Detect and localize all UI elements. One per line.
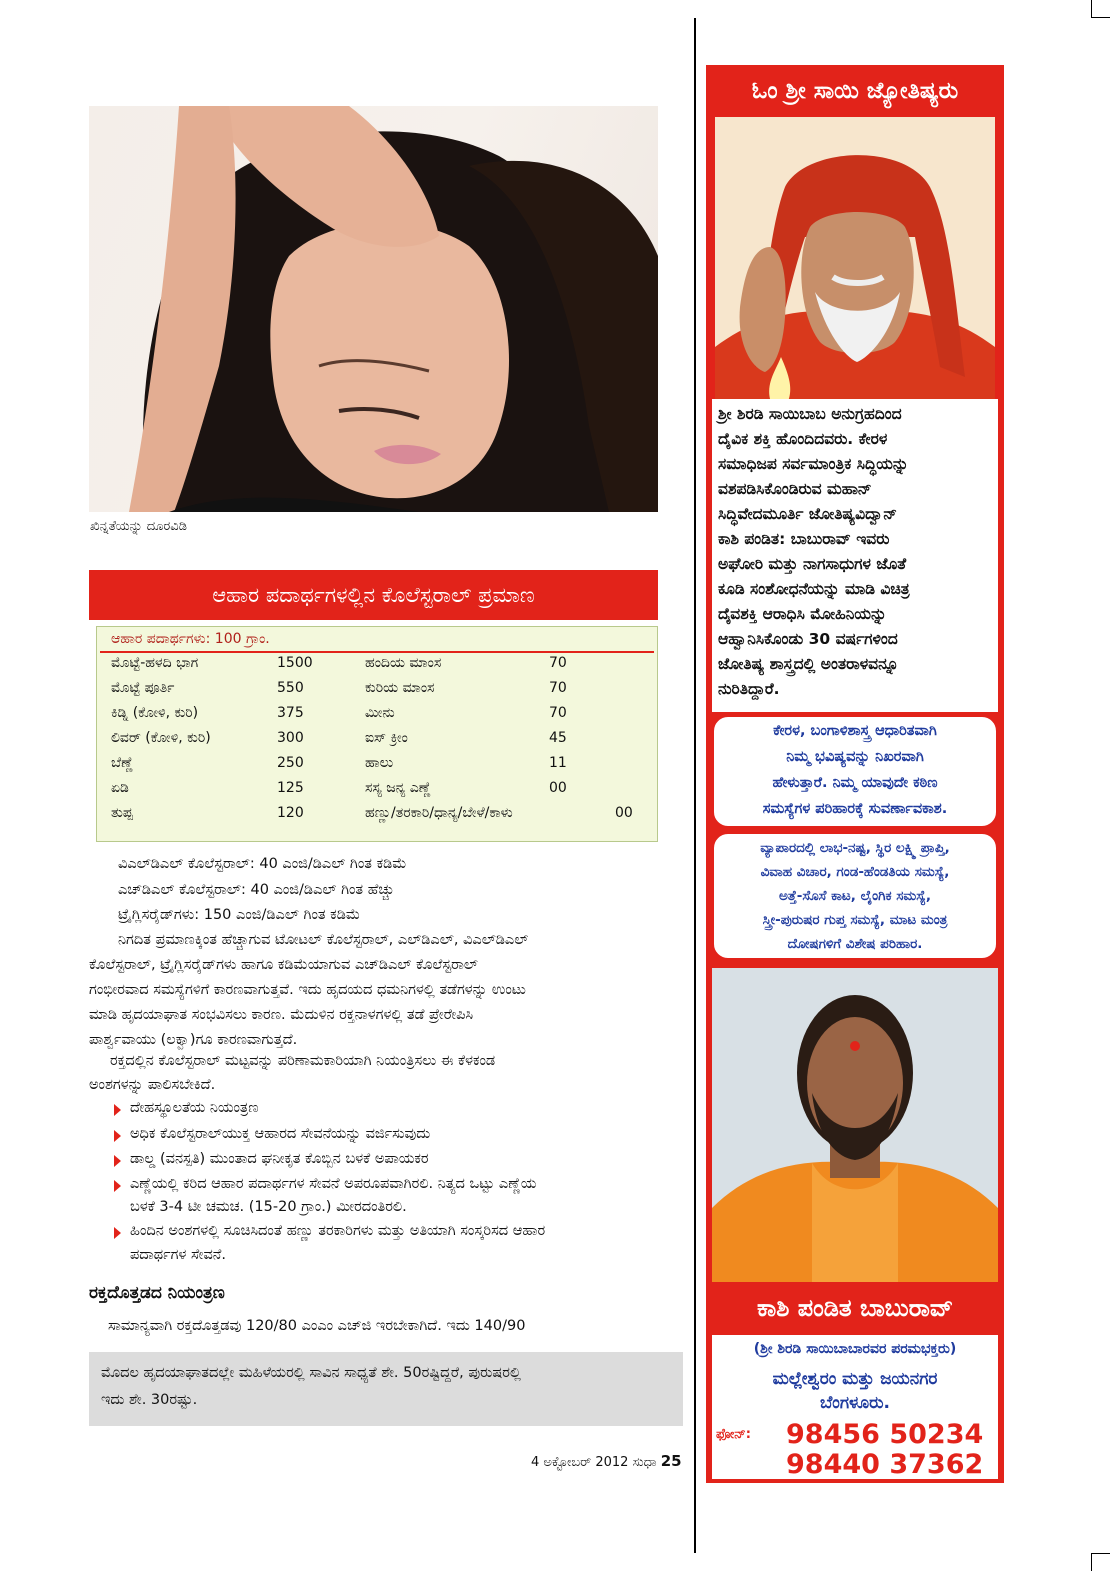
table-row: [97, 726, 657, 751]
astrologer-advert: [706, 65, 1004, 1483]
food-item: ಮೊಟ್ಟೆ ಪೂರ್ತಿ: [111, 680, 175, 696]
food-item: ಏಡಿ: [111, 780, 129, 796]
phone-label: ಫೋನ್:: [716, 1427, 751, 1442]
advert-intro-line: ಆಹ್ವಾನಿಸಿಕೊಂಡು 30 ವರ್ಷಗಳಿಂದ: [718, 630, 898, 648]
food-item: ಸಸ್ಯ ಜನ್ಯ ಎಣ್ಣೆ: [365, 780, 431, 796]
advert-intro-line: ದೈವಶಕ್ತಿ ಆರಾಧಿಸಿ ಮೋಹಿನಿಯನ್ನು: [718, 605, 887, 623]
page-footer: [531, 1452, 682, 1470]
food-value: 550: [277, 680, 304, 696]
bullet-marker: [114, 1155, 121, 1167]
bullet-text: ಹಿಂದಿನ ಅಂಶಗಳಲ್ಲಿ ಸೂಚಿಸಿದಂತೆ ಹಣ್ಣು ತರಕಾರಿಗಳು ಮತ್ತು ಅತಿಯಾಗಿ ಸಂಸ್ಕರಿಸದ ಆಹಾರ: [130, 1223, 546, 1239]
paragraph-line: ನಿಗದಿತ ಪ್ರಮಾಣಕ್ಕಿಂತ ಹೆಚ್ಚಾಗುವ ಟೋಟಲ್ ಕೊಲೆಸ್ಟರಾಲ್, ಎಲ್‌ಡಿಎಲ್, ವಿಎಲ್‌ಡಿಎಲ್: [118, 932, 529, 948]
advert-box-line: ಹೇಳುತ್ತಾರೆ. ನಿಮ್ಮ ಯಾವುದೇ ಕಠಿಣ: [772, 775, 938, 791]
food-item: ತುಪ್ಪ: [111, 805, 133, 821]
advert-intro-line: ಶ್ರೀ ಶಿರಡಿ ಸಾಯಿಬಾಬ ಅನುಗ್ರಹದಿಂದ: [718, 405, 902, 423]
food-value: 375: [277, 705, 304, 721]
advert-intro-line: ವಶಪಡಿಸಿಕೊಂಡಿರುವ ಮಹಾನ್: [718, 480, 872, 498]
food-value: 70: [549, 655, 567, 671]
table-row: [97, 651, 657, 676]
food-value: 1500: [277, 655, 313, 671]
food-value: 300: [277, 730, 304, 746]
devotee-note: (ಶ್ರೀ ಶಿರಡಿ ಸಾಯಿಬಾಬಾರವರ ಪರಮಭಕ್ತರು): [753, 1341, 957, 1357]
sad-woman-photo: [89, 106, 658, 512]
advert-contact: [712, 1335, 998, 1479]
food-value: 250: [277, 755, 304, 771]
advert-box-remedies: [712, 832, 998, 960]
body-line: ಎಚ್‌ಡಿಎಲ್ ಕೊಲೆಸ್ಟರಾಲ್: 40 ಎಂಜಿ/ಡಿಎಲ್ ಗಿಂತ ಹೆಚ್ಚು: [118, 882, 395, 898]
cholesterol-table: [96, 626, 658, 842]
food-value: 120: [277, 805, 304, 821]
paragraph-line: ಅಂಶಗಳನ್ನು ಪಾಲಿಸಬೇಕಿದೆ.: [89, 1077, 216, 1093]
paragraph-line: ಸಾಮಾನ್ಯವಾಗಿ ರಕ್ತದೊತ್ತಡವು 120/80 ಎಂಎಂ ಎಚ್‌ಜಿ ಇರಬೇಕಾಗಿದೆ. ಇದು 140/90: [108, 1318, 526, 1334]
advert-intro-line: ನುರಿತಿದ್ದಾರೆ.: [718, 680, 780, 698]
advert-intro-line: ಜೋತಿಷ್ಯ ಶಾಸ್ತ್ರದಲ್ಲಿ ಅಂತರಾಳವನ್ನೂ: [718, 655, 899, 673]
food-item: ಮೀನು: [365, 705, 395, 721]
food-item: ಐಸ್ ಕ್ರೀಂ: [365, 730, 408, 746]
bullet-marker: [114, 1180, 121, 1192]
food-item: ಹಾಲು: [365, 755, 394, 771]
advert-box-line: ದೋಷಗಳಿಗೆ ವಿಶೇಷ ಪರಿಹಾರ.: [787, 936, 923, 952]
advert-intro-line: ಸಿದ್ಧಿವೇದಮೂರ್ತಿ ಜೋತಿಷ್ಯವಿದ್ವಾನ್: [718, 505, 897, 523]
phone-number[interactable]: 98456 50234: [786, 1419, 984, 1450]
advert-intro-line: ಅಘೋರಿ ಮತ್ತು ನಾಗಸಾಧುಗಳ ಜೊತೆ: [718, 555, 907, 573]
advert-box-line: ಅತ್ತೆ-ಸೊಸೆ ಕಾಟ, ಲೈಂಗಿಕ ಸಮಸ್ಯೆ,: [779, 888, 931, 904]
food-value: 70: [549, 680, 567, 696]
bullet-text: ಪದಾರ್ಥಗಳ ಸೇವನೆ.: [130, 1247, 227, 1263]
table-title: ಆಹಾರ ಪದಾರ್ಥಗಳಲ್ಲಿನ ಕೊಲೆಸ್ಟರಾಲ್ ಪ್ರಮಾಣ: [89, 570, 658, 620]
bullet-text: ಎಣ್ಣೆಯಲ್ಲಿ ಕರಿದ ಆಹಾರ ಪದಾರ್ಥಗಳ ಸೇವನೆ ಅಪರೂಪವಾಗಿರಲಿ. ನಿತ್ಯದ ಒಟ್ಟು ಎಣ್ಣೆಯ: [130, 1176, 537, 1192]
advert-title: ಓಂ ಶ್ರೀ ಸಾಯಿ ಜ್ಯೋತಿಷ್ಯರು: [751, 78, 959, 104]
advert-intro-line: ಕೂಡಿ ಸಂಶೋಧನೆಯನ್ನು ಮಾಡಿ ವಿಚಿತ್ರ: [718, 580, 910, 598]
paragraph-line: ಗಂಭೀರವಾದ ಸಮಸ್ಯೆಗಳಿಗೆ ಕಾರಣವಾಗುತ್ತವೆ. ಇದು ಹೃದಯದ ಧಮನಿಗಳಲ್ಲಿ ತಡೆಗಳನ್ನು ಉಂಟು: [89, 982, 526, 998]
food-item: ಲಿವರ್ (ಕೋಳಿ, ಕುರಿ): [111, 730, 211, 746]
table-header: ಆಹಾರ ಪದಾರ್ಥಗಳು: 100 ಗ್ರಾಂ.: [111, 631, 270, 647]
advert-box-line: ನಿಮ್ಮ ಭವಿಷ್ಯವನ್ನು ನಿಖರವಾಗಿ: [786, 749, 924, 765]
bullet-text: ದೇಹಸ್ಥೂಲತೆಯ ನಿಯಂತ್ರಣ: [130, 1100, 259, 1116]
food-value: 00: [615, 805, 633, 821]
crop-mark: [1092, 17, 1110, 18]
advert-box-line: ಸ್ತ್ರೀ-ಪುರುಷರ ಗುಪ್ತ ಸಮಸ್ಯೆ, ಮಾಟ ಮಂತ್ರ: [762, 912, 948, 928]
advert-intro-line: ಸಮಾಧಿಜಪ ಸರ್ವಮಾಂತ್ರಿಕ ಸಿದ್ಧಿಯನ್ನು: [718, 455, 909, 473]
food-item: ಹಣ್ಣು/ತರಕಾರಿ/ಧಾನ್ಯ/ಬೇಳೆ/ಕಾಳು: [365, 805, 513, 821]
body-line: ಟ್ರೈಗ್ಲಿಸರೈಡ್‌ಗಳು: 150 ಎಂಜಿ/ಡಿಎಲ್ ಗಿಂತ ಕಡಿಮೆ: [118, 907, 361, 923]
advert-box-line: ವ್ಯಾಪಾರದಲ್ಲಿ ಲಾಭ-ನಷ್ಟ, ಸ್ಥಿರ ಲಕ್ಷ್ಮಿ ಪ್ರಾಪ್ತಿ,: [760, 840, 950, 856]
food-item: ಹಂದಿಯ ಮಾಂಸ: [365, 655, 442, 671]
astrologer-name: ಕಾಶಿ ಪಂಡಿತ ಬಾಬುರಾವ್: [756, 1294, 954, 1322]
food-item: ಮೊಟ್ಟೆ-ಹಳದಿ ಭಾಗ: [111, 655, 199, 671]
location-line: ಮಲ್ಲೇಶ್ವರಂ ಮತ್ತು ಜಯನಗರ: [772, 1369, 938, 1389]
food-value: 70: [549, 705, 567, 721]
bullet-marker: [114, 1130, 121, 1142]
highlight-box: [89, 1352, 683, 1426]
food-value: 11: [549, 755, 567, 771]
food-item: ಕಿಡ್ನಿ (ಕೋಳಿ, ಕುರಿ): [111, 705, 199, 721]
advert-box-line: ಸಮಸ್ಯೆಗಳ ಪರಿಹಾರಕ್ಕೆ ಸುವರ್ಣಾವಕಾಶ.: [762, 801, 948, 817]
location-line: ಬೆಂಗಳೂರು.: [820, 1393, 890, 1413]
highlight-line: ಮೊದಲ ಹೃದಯಾಘಾತದಲ್ಲೇ ಮಹಿಳೆಯರಲ್ಲಿ ಸಾವಿನ ಸಾಧ್ಯತೆ ಶೇ. 50ರಷ್ಟಿದ್ದರೆ, ಪುರುಷರಲ್ಲಿ: [101, 1365, 521, 1381]
column-divider: [694, 18, 696, 1553]
advert-box-prediction: [712, 715, 998, 828]
advert-intro-line: ಕಾಶಿ ಪಂಡಿತ: ಬಾಬುರಾವ್ ಇವರು: [718, 530, 890, 548]
photo-caption: ಖಿನ್ನತೆಯನ್ನು ದೂರವಿಡಿ: [90, 519, 187, 534]
bullet-text: ಅಧಿಕ ಕೊಲೆಸ್ಟರಾಲ್‌ಯುಕ್ತ ಆಹಾರದ ಸೇವನೆಯನ್ನು ವರ್ಜಿಸುವುದು: [130, 1126, 431, 1142]
phone-number[interactable]: 98440 37362: [786, 1449, 984, 1480]
bullet-text: ಡಾಲ್ಡ (ವನಸ್ಪತಿ) ಮುಂತಾದ ಘನೀಕೃತ ಕೊಬ್ಬಿನ ಬಳಕೆ ಅಪಾಯಕರ: [130, 1151, 429, 1167]
bullet-text: ಬಳಕೆ 3-4 ಟೀ ಚಮಚ. (15-20 ಗ್ರಾಂ.) ಮೀರದಂತಿರಲಿ.: [130, 1199, 407, 1215]
body-line: ವಿಎಲ್‌ಡಿಎಲ್ ಕೊಲೆಸ್ಟರಾಲ್: 40 ಎಂಜಿ/ಡಿಎಲ್ ಗಿಂತ ಕಡಿಮೆ: [118, 856, 407, 872]
advert-intro-line: ದೈವಿಕ ಶಕ್ತಿ ಹೊಂದಿದವರು. ಕೇರಳ: [718, 430, 888, 448]
issue-date: 4 ಅಕ್ಟೋಬರ್ 2012 ಸುಧಾ: [531, 1455, 657, 1470]
food-value: 125: [277, 780, 304, 796]
table-row: [97, 801, 657, 826]
paragraph-line: ಮಾಡಿ ಹೃದಯಾಘಾತ ಸಂಭವಿಸಲು ಕಾರಣ. ಮೆದುಳಿನ ರಕ್ತನಾಳಗಳಲ್ಲಿ ತಡೆ ಪ್ರೇರೇಪಿಸಿ: [89, 1007, 474, 1023]
food-item: ಕುರಿಯ ಮಾಂಸ: [365, 680, 435, 696]
crop-mark: [1092, 1553, 1110, 1554]
table-row: [97, 776, 657, 801]
astrologer-portrait: [712, 968, 998, 1282]
paragraph-line: ರಕ್ತದಲ್ಲಿನ ಕೊಲೆಸ್ಟರಾಲ್ ಮಟ್ಟವನ್ನು ಪರಿಣಾಮಕಾರಿಯಾಗಿ ನಿಯಂತ್ರಿಸಲು ಈ ಕೆಳಕಂಡ: [110, 1053, 496, 1069]
table-row: [97, 701, 657, 726]
food-value: 00: [549, 780, 567, 796]
crop-mark: [1091, 0, 1092, 18]
table-row: [97, 751, 657, 776]
paragraph-line: ಕೊಲೆಸ್ಟರಾಲ್, ಟ್ರೈಗ್ಲಿಸರೈಡ್‌ಗಳು ಹಾಗೂ ಕಡಿಮೆಯಾಗುವ ಎಚ್‌ಡಿಎಲ್ ಕೊಲೆಸ್ಟರಾಲ್: [89, 957, 478, 973]
bullet-marker: [114, 1104, 121, 1116]
advert-box-line: ವಿವಾಹ ವಿಚಾರ, ಗಂಡ-ಹೆಂಡತಿಯ ಸಮಸ್ಯೆ,: [760, 864, 950, 880]
advert-intro: [712, 399, 998, 712]
food-value: 45: [549, 730, 567, 746]
highlight-line: ಇದು ಶೇ. 30ರಷ್ಟು.: [101, 1392, 198, 1408]
page-number: 25: [660, 1452, 682, 1470]
paragraph-line: ಪಾರ್ಶ್ವವಾಯು (ಲಕ್ವಾ)ಗೂ ಕಾರಣವಾಗುತ್ತದೆ.: [89, 1032, 298, 1048]
advert-box-line: ಕೇರಳ, ಬಂಗಾಳಿಶಾಸ್ತ್ರ ಆಧಾರಿತವಾಗಿ: [773, 723, 937, 739]
bullet-marker: [114, 1227, 121, 1239]
food-item: ಬೆಣ್ಣೆ: [111, 755, 134, 771]
table-row: [97, 676, 657, 701]
crop-mark: [1091, 1553, 1092, 1571]
section-heading: ರಕ್ತದೊತ್ತಡದ ನಿಯಂತ್ರಣ: [89, 1283, 225, 1303]
